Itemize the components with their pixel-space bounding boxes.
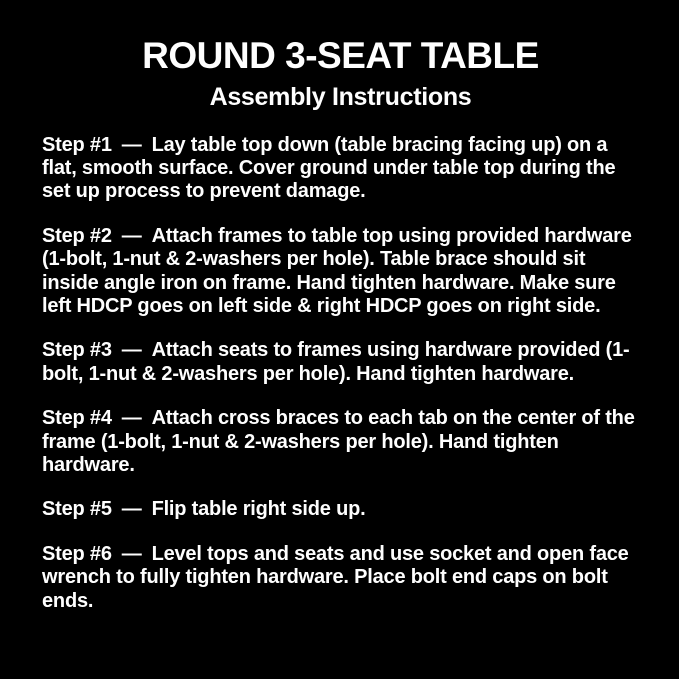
step-separator-dash: — — [121, 224, 142, 247]
step-separator-dash: — — [121, 498, 142, 521]
step-paragraph-6 — [42, 543, 639, 613]
page-title: ROUND 3-SEAT TABLE — [142, 35, 539, 76]
step-separator-dash: — — [121, 339, 142, 362]
step-label: Step #3 — [42, 339, 112, 362]
page-subtitle: Assembly Instructions — [209, 82, 472, 111]
step-label: Step #6 — [42, 542, 112, 565]
step-text: Attach seats to frames using hardware provided (1-bolt, 1-nut & 2-washers per hole). Hand tighten hardware. — [42, 339, 630, 385]
step-separator-dash: — — [121, 407, 142, 430]
step-label: Step #4 — [42, 407, 112, 430]
step-paragraph-1 — [42, 134, 639, 204]
step-paragraph-3 — [42, 339, 639, 386]
step-label: Step #5 — [42, 498, 112, 521]
step-paragraph-2 — [42, 225, 639, 319]
step-label: Step #2 — [42, 224, 112, 247]
step-text: Lay table top down (table bracing facing up) on a flat, smooth surface. Cover ground under table top during the set up process to prevent damage. — [42, 133, 616, 203]
step-text: Level tops and seats and use socket and open face wrench to fully tighten hardware. Place bolt end caps on bolt ends. — [42, 542, 629, 612]
step-text: Attach cross braces to each tab on the center of the frame (1-bolt, 1-nut & 2-washers per hole). Hand tighten hardware. — [42, 407, 635, 476]
step-text: Attach frames to table top using provided hardware (1-bolt, 1-nut & 2-washers per hole). Table brace should sit inside angle iron on frame. Hand tighten hardware. Make sure left HDCP goes on left side & right HDCP goes on right side. — [42, 224, 632, 318]
step-label: Step #1 — [42, 133, 112, 156]
step-separator-dash: — — [121, 133, 142, 156]
step-text: Flip table right side up. — [151, 498, 366, 521]
step-separator-dash: — — [121, 542, 142, 565]
step-paragraph-5 — [42, 498, 639, 521]
step-paragraph-4 — [42, 407, 639, 477]
